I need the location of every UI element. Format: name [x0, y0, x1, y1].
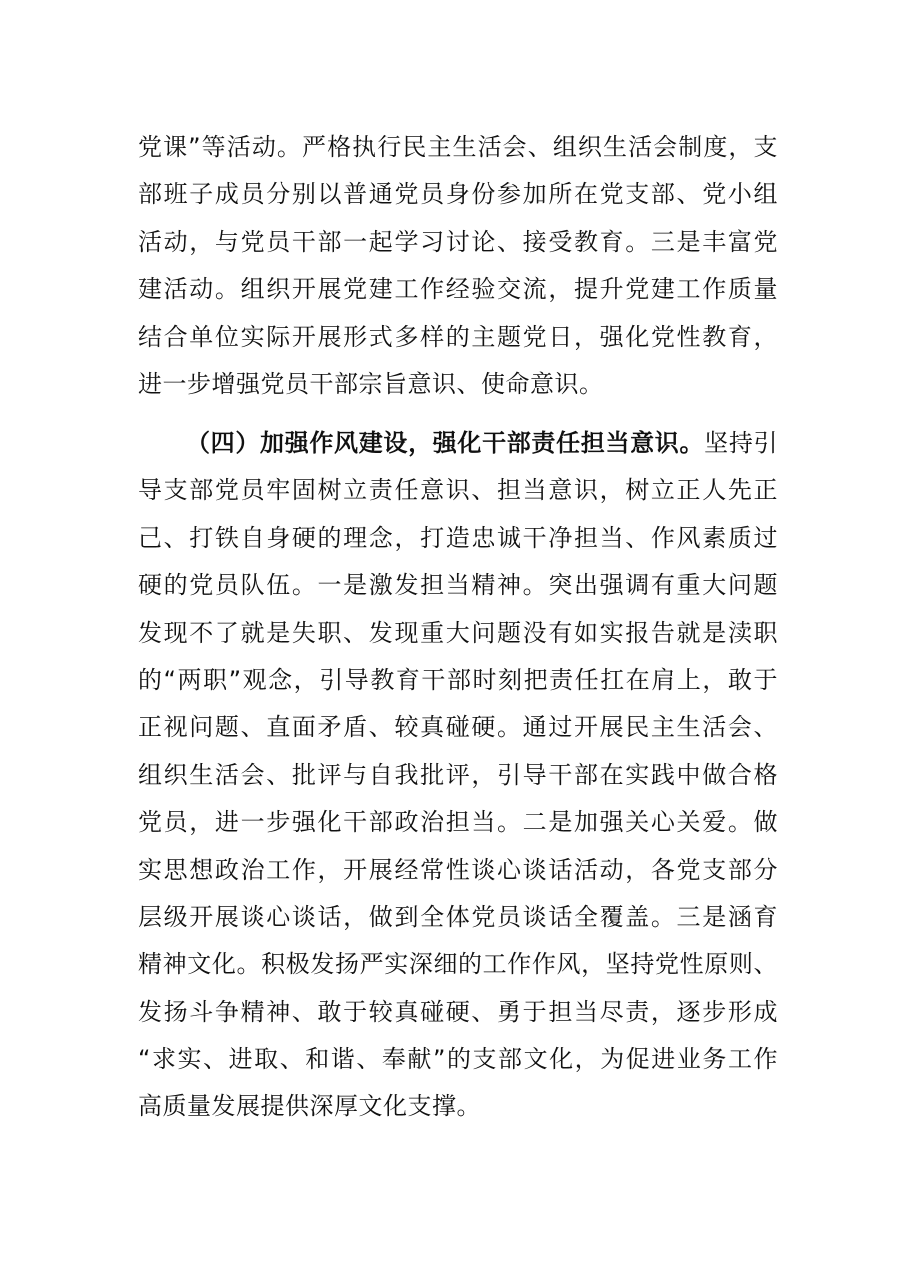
text-line: 实思想政治工作，开展经常性谈心谈话活动，各党支部分	[138, 855, 778, 884]
text-line: “求实、进取、和谐、奉献”的支部文化，为促进业务工作	[138, 1045, 778, 1074]
text-line: 组织生活会、批评与自我批评，引导干部在实践中做合格	[138, 760, 778, 789]
text-line: 导支部党员牢固树立责任意识、担当意识，树立正人先正	[138, 476, 778, 505]
text-line: 建活动。组织开展党建工作经验交流，提升党建工作质量	[138, 275, 778, 304]
text-line: 党员，进一步强化干部政治担当。二是加强关心关爱。做	[138, 808, 778, 837]
text-fragment: 坚持引	[704, 429, 779, 457]
text-line: 部班子成员分别以普通党员身份参加所在党支部、党小组	[138, 180, 778, 209]
paragraph-first-line	[138, 420, 778, 467]
paragraph-1	[138, 124, 778, 408]
text-line: 层级开展谈心谈话，做到全体党员谈话全覆盖。三是涵育	[138, 902, 778, 931]
paragraph-2	[138, 420, 778, 1131]
text-line: 进一步增强党员干部宗旨意识、使命意识。	[138, 369, 604, 398]
text-line: 结合单位实际开展形式多样的主题党日，强化党性教育，	[138, 322, 778, 351]
text-line: 精神文化。积极发扬严实深细的工作作风，坚持党性原则、	[138, 950, 778, 979]
text-line: 的“两职”观念，引导教育干部时刻把责任扛在肩上，敢于	[138, 665, 778, 694]
section-heading: （四）加强作风建设，强化干部责任担当意识。	[186, 429, 705, 457]
text-line: 党课”等活动。严格执行民主生活会、组织生活会制度，支	[138, 133, 778, 161]
text-line: 发现不了就是失职、发现重大问题没有如实报告就是渎职	[138, 618, 778, 647]
text-line: 硬的党员队伍。一是激发担当精神。突出强调有重大问题	[138, 571, 778, 600]
text-line: 活动，与党员干部一起学习讨论、接受教育。三是丰富党	[138, 227, 778, 256]
text-line: 发扬斗争精神、敢于较真碰硬、勇于担当尽责，逐步形成	[138, 997, 778, 1026]
text-line: 高质量发展提供深厚文化支撑。	[138, 1092, 481, 1121]
text-line: 正视问题、直面矛盾、较真碰硬。通过开展民主生活会、	[138, 713, 778, 742]
text-line: 己、打铁自身硬的理念，打造忠诚干净担当、作风素质过	[138, 523, 778, 552]
